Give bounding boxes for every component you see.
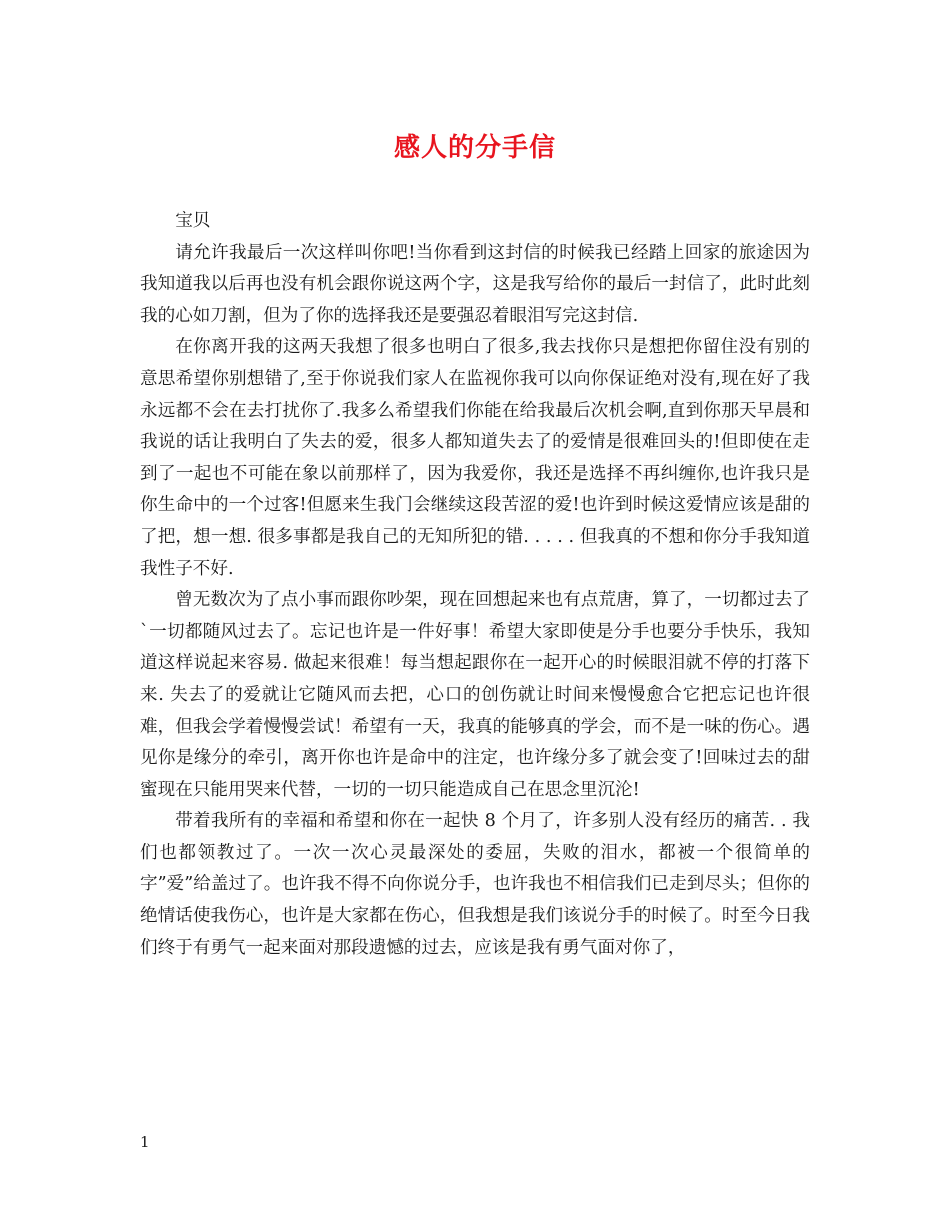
- paragraph: 带着我所有的幸福和希望和你在一起快 8 个月了，许多别人没有经历的痛苦. . 我们也都领教过了。一次一次心灵最深处的委屈，失败的泪水，都被一个很简单的字”爱”给盖过了。也许我不得不向你说分手，也许我也不相信我们已走到尽头；但你的绝情话使我伤心，也许是大家都在伤心，但我想是我们该说分手的时候了。时至今日我们终于有勇气一起来面对那段遗憾的过去，应该是我有勇气面对你了，: [140, 811, 810, 958]
- paragraph: 曾无数次为了点小事而跟你吵架，现在回想起来也有点荒唐，算了，一切都过去了 `一切都随风过去了。忘记也许是一件好事！希望大家即使是分手也要分手快乐，我知道这样说起来容易. 做起来很难！每当想起跟你在一起开心的时候眼泪就不停的打落下来. 失去了的爱就让它随风而去把，心口的创伤就让时间来慢慢愈合它把忘记也许很难，但我会学着慢慢尝试！希望有一天，我真的能够真的学会，而不是一味的伤心。遇见你是缘分的牵引，离开你也许是命中的注定，也许缘分多了就会变了!回味过去的甜蜜现在只能用哭来代替，一切的一切只能造成自己在思念里沉沦!: [140, 590, 810, 800]
- paragraph: 在你离开我的这两天我想了很多也明白了很多,我去找你只是想把你留住没有别的意思希望你别想错了,至于你说我们家人在监视你我可以向你保证绝对没有,现在好了我永远都不会在去打扰你了.我多么希望我们你能在给我最后次机会啊,直到你那天早晨和我说的话让我明白了失去的爱，很多人都知道失去了的爱情是很难回头的!但即使在走到了一起也不可能在象以前那样了，因为我爱你，我还是选择不再纠缠你,也许我只是你生命中的一个过客!但愿来生我门会继续这段苦涩的爱!也许到时候这爱情应该是甜的了把，想一想. 很多事都是我自己的无知所犯的错. . . . . 但我真的不想和你分手我知道我性子不好.: [140, 337, 810, 579]
- salutation: 宝贝: [175, 211, 211, 231]
- letter-body: [140, 206, 810, 964]
- page-number: 1: [140, 1133, 150, 1151]
- paragraph: 请允许我最后一次这样叫你吧!当你看到这封信的时候我已经踏上回家的旅途因为我知道我以后再也没有机会跟你说这两个字，这是我写给你的最后一封信了，此时此刻我的心如刀割，但为了你的选择我还是要强忍着眼泪写完这封信.: [140, 242, 810, 326]
- document-title: 感人的分手信: [393, 133, 556, 163]
